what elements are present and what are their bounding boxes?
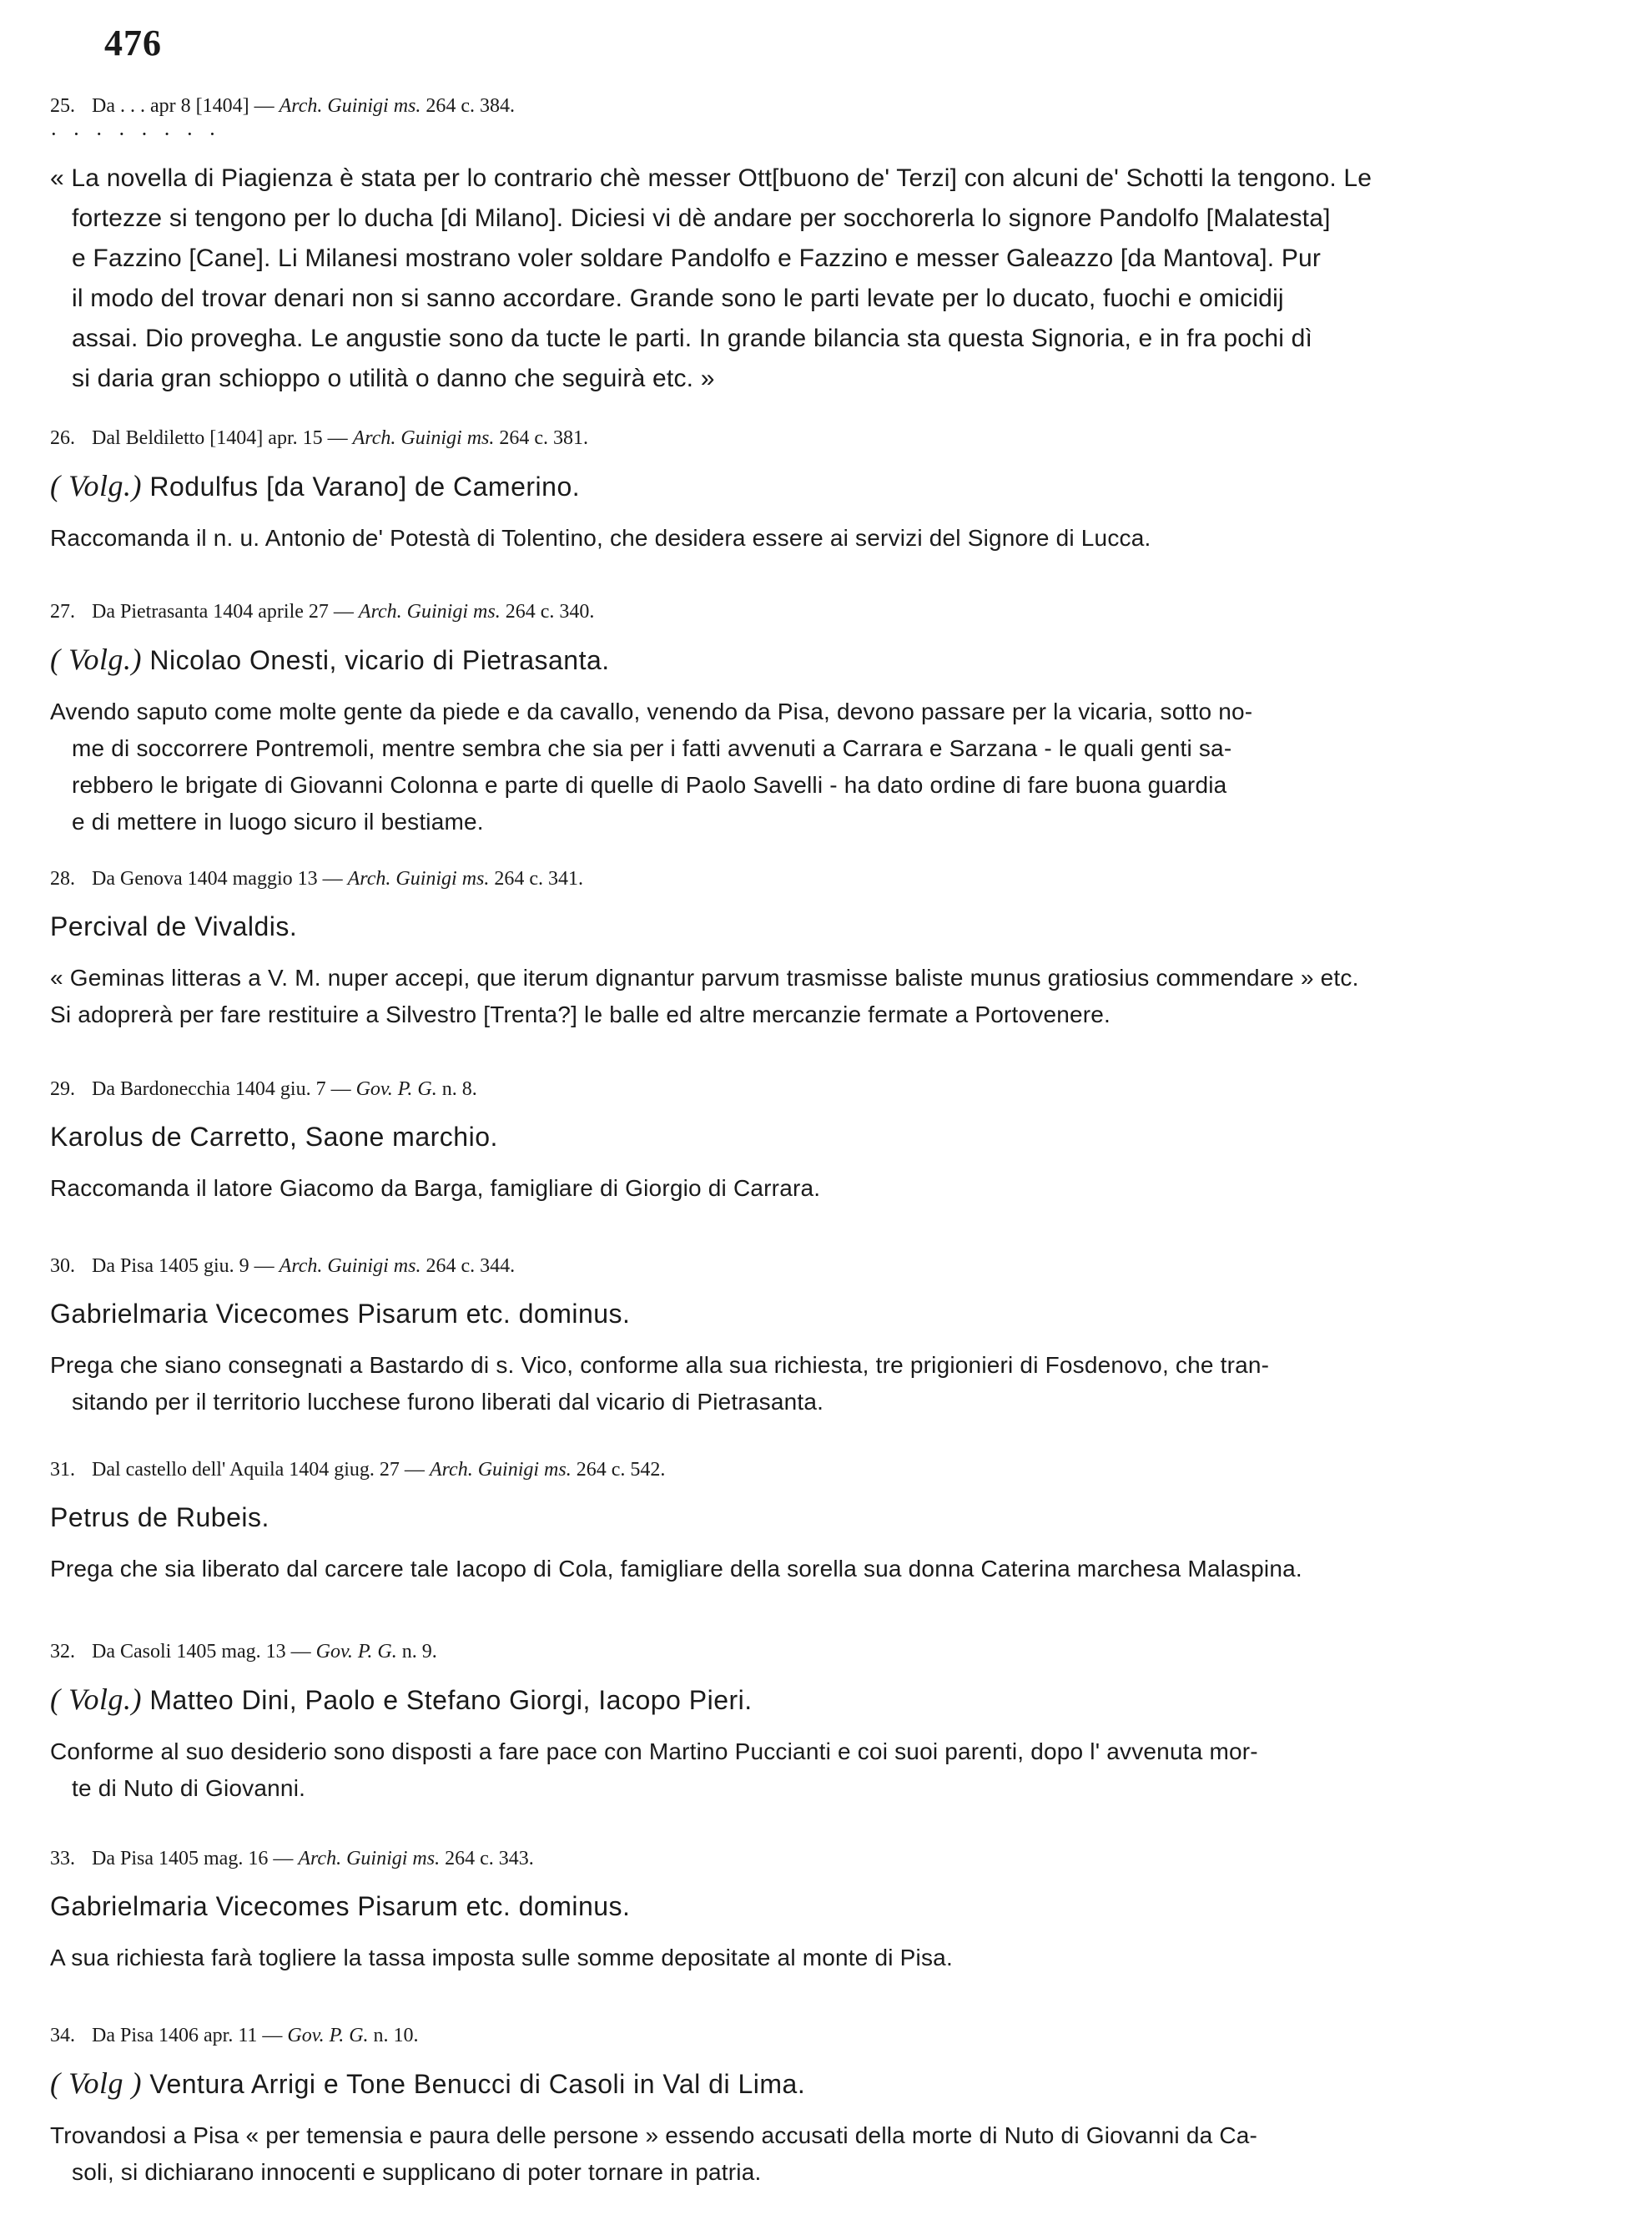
entry-ref: 264 c. 343. — [445, 1848, 534, 1869]
body-line: Raccomanda il n. u. Antonio de' Potestà di Tolentino, che desidera essere ai servizi del Signore di Lucca. — [50, 525, 1151, 551]
entry-ref: 264 c. 340. — [505, 601, 595, 623]
entry-place-date: Dal Beldiletto [1404] apr. 15 — — [92, 427, 348, 449]
sender-name: Matteo Dini, Paolo e Stefano Giorgi, Iacopo Pieri. — [149, 1685, 753, 1715]
letter-entry-32 — [50, 1639, 1602, 1807]
body-line: Raccomanda il latore Giacomo da Barga, famigliare di Giorgio di Carrara. — [50, 1175, 821, 1201]
entry-body — [50, 2117, 1602, 2191]
entry-archive: Arch. Guinigi ms. — [279, 95, 421, 117]
entry-sender — [50, 1683, 1602, 1717]
entry-header — [50, 2023, 1602, 2048]
entry-sender — [50, 469, 1602, 503]
entry-header — [50, 426, 1602, 451]
entry-place-date: Da Bardonecchia 1404 giu. 7 — — [92, 1078, 351, 1100]
entry-body — [50, 1940, 1602, 1976]
sender-name: Petrus de Rubeis. — [50, 1502, 269, 1532]
entry-sender — [50, 1297, 1602, 1330]
entry-sender — [50, 2066, 1602, 2101]
letter-entry-30 — [50, 1254, 1602, 1420]
body-line: Conforme al suo desiderio sono disposti a fare pace con Martino Pucciantі e coi suoi parenti, dopo l' avvenuta mor- — [50, 1738, 1258, 1764]
body-line: « Geminas litteras a V. M. nuper accepi, que iterum dignantur parvum trasmisse baliste munus gratiosius commendare » etc. — [50, 965, 1359, 991]
letter-entry-28 — [50, 866, 1602, 1033]
entry-archive: Gov. P. G. — [287, 2025, 369, 2046]
body-line: fortezze si tengono per lo ducha [di Milano]. Diciesi vi dè andare per socchorerla lo signore Pandolfo [Malatesta] — [72, 204, 1331, 232]
entry-place-date: Da Pietrasanta 1404 aprile 27 — — [92, 601, 354, 623]
entry-ref: n. 8. — [441, 1078, 477, 1100]
entry-sender — [50, 1501, 1602, 1534]
entry-ref: 264 c. 542. — [576, 1459, 666, 1481]
entry-archive: Arch. Guinigi ms. — [429, 1459, 572, 1481]
entry-archive: Gov. P. G. — [315, 1641, 397, 1662]
body-line: si daria gran schioppo o utilità o danno che seguirà etc. » — [72, 365, 715, 392]
entry-archive: Arch. Guinigi ms. — [358, 601, 501, 623]
entry-body — [50, 1170, 1602, 1207]
entry-header — [50, 1457, 1602, 1482]
entry-body — [50, 1733, 1602, 1807]
entry-archive: Arch. Guinigi ms. — [352, 427, 495, 449]
body-line: « La novella di Piagienza è stata per lo contrario chè messer Ott[buono de' Terzi] con alcuni de' Schotti la tengono. Le — [50, 164, 1372, 192]
entry-ref: 264 c. 381. — [499, 427, 589, 449]
sender-name: Percival de Vivaldis. — [50, 911, 298, 941]
letter-entry-33 — [50, 1846, 1602, 1976]
entry-archive: Arch. Guinigi ms. — [279, 1255, 421, 1277]
body-line: assai. Dio proveghа. Le angustie sono da tucte le parti. In grande bilancia sta questa Signoria, e in fra pochi dì — [72, 325, 1313, 352]
entry-ref: 264 c. 341. — [494, 868, 584, 890]
body-line: Prega che sia liberato dal carcere tale Iacopo di Cola, famigliare della sorella sua donna Caterina marchesa Malaspina. — [50, 1556, 1302, 1582]
entry-header — [50, 599, 1602, 624]
body-line: Si adoprerà per fare restituire a Silvestro [Trenta?] le balle ed altre mercanzie fermate a Portovenere. — [50, 1002, 1111, 1027]
body-line: rebbero le brigate di Giovanni Colonna e parte di quelle di Paolo Savelli - ha dato ordine di fare buona guardia — [72, 772, 1227, 798]
volgarizzamento-mark: ( Volg.) — [50, 1683, 142, 1716]
entry-place-date: Da Pisa 1406 apr. 11 — — [92, 2025, 283, 2046]
entry-place-date: Da . . . apr 8 [1404] — — [92, 95, 274, 117]
entry-number: 30. — [50, 1255, 75, 1277]
entry-archive: Gov. P. G. — [355, 1078, 437, 1100]
body-line: sitando per il territorio lucchese furono liberati dal vicario di Pietrasanta. — [72, 1389, 824, 1415]
entry-number: 28. — [50, 868, 75, 890]
entry-ref: n. 10. — [373, 2025, 419, 2046]
entry-number: 27. — [50, 601, 75, 623]
letter-entry-29 — [50, 1077, 1602, 1207]
entry-number: 32. — [50, 1641, 75, 1662]
letter-entry-31 — [50, 1457, 1602, 1587]
entry-place-date: Dal castello dell' Aquila 1404 giug. 27 — — [92, 1459, 425, 1481]
entry-ref: 264 c. 384. — [426, 95, 516, 117]
entry-number: 31. — [50, 1459, 75, 1481]
body-line: il modo del trovar denari non si sanno accordare. Grande sono le parti levate per lo ducato, fuochi e omicidij — [72, 285, 1284, 312]
sender-name: Ventura Arrigi e Tone Benucci di Casoli in Val di Lima. — [149, 2069, 806, 2099]
letter-entry-27 — [50, 599, 1602, 840]
entry-archive: Arch. Guinigi ms. — [347, 868, 490, 890]
entry-header — [50, 866, 1602, 891]
entry-header — [50, 1639, 1602, 1664]
entry-body — [50, 960, 1602, 1033]
entry-header — [50, 1846, 1602, 1871]
entry-body — [50, 694, 1602, 840]
entry-place-date: Da Genova 1404 maggio 13 — — [92, 868, 343, 890]
entry-number: 33. — [50, 1848, 75, 1869]
entry-archive: Arch. Guinigi ms. — [298, 1848, 441, 1869]
body-line: Trovandosi a Pisa « per temensia e paura delle persone » essendo accusati della morte di Nuto di Giovanni da Ca- — [50, 2122, 1258, 2148]
body-line: soli, si dichiarano innocenti e supplicano di poter tornare in patria. — [72, 2159, 762, 2185]
entry-body — [50, 520, 1602, 557]
sender-name: Karolus de Carretto, Saone marchio. — [50, 1122, 498, 1152]
body-line: me di soccorrere Pontremoli, mentre sembra che sia per i fatti avvenuti a Carrara e Sarzana - le quali genti sa- — [72, 735, 1232, 761]
body-line: te di Nuto di Giovanni. — [72, 1775, 306, 1801]
entry-sender — [50, 910, 1602, 943]
entry-number: 29. — [50, 1078, 75, 1100]
entry-sender — [50, 1120, 1602, 1153]
entry-header — [50, 93, 1602, 119]
sender-name: Rodulfus [da Varano] de Camerino. — [149, 472, 581, 502]
volgarizzamento-mark: ( Volg.) — [50, 469, 142, 502]
body-line: Avendo saputo come molte gente da piede e da cavallo, venendo da Pisa, devono passare per la vicaria, sotto no- — [50, 699, 1253, 724]
body-line: e di mettere in luogo sicuro il bestiame. — [72, 809, 484, 835]
entry-header — [50, 1077, 1602, 1102]
entry-ref: n. 9. — [401, 1641, 437, 1662]
page-number: 476 — [104, 23, 162, 63]
ellipsis-marker: · · · · · · · · — [50, 122, 221, 146]
entry-header — [50, 1254, 1602, 1279]
letter-entry-26 — [50, 426, 1602, 557]
letter-entry-34 — [50, 2023, 1602, 2191]
entry-number: 26. — [50, 427, 75, 449]
sender-name: Gabrielmaria Vicecomes Pisarum etc. dominus. — [50, 1891, 631, 1921]
letter-entry-25 — [50, 93, 1602, 399]
entry-body — [50, 1347, 1602, 1420]
body-line: e Fazzino [Cane]. Li Milanesi mostrano voler soldare Pandolfo e Fazzino e messer Galeazzo [da Mantova]. Pur — [72, 245, 1322, 272]
entry-place-date: Da Pisa 1405 giu. 9 — — [92, 1255, 274, 1277]
body-line: Prega che siano consegnati a Bastardo di s. Vico, conforme alla sua richiesta, tre prigionieri di Fosdenovo, che tran- — [50, 1352, 1270, 1378]
entry-ref: 264 c. 344. — [426, 1255, 516, 1277]
sender-name: Nicolao Onesti, vicario di Pietrasanta. — [149, 645, 610, 675]
volgarizzamento-mark: ( Volg.) — [50, 643, 142, 676]
entry-sender — [50, 1890, 1602, 1923]
entry-number: 34. — [50, 2025, 75, 2046]
entry-place-date: Da Pisa 1405 mag. 16 — — [92, 1848, 294, 1869]
entry-body — [50, 1551, 1602, 1587]
entry-place-date: Da Casoli 1405 mag. 13 — — [92, 1641, 311, 1662]
entry-number: 25. — [50, 95, 75, 117]
entry-body — [50, 159, 1602, 399]
volgarizzamento-mark: ( Volg ) — [50, 2066, 142, 2100]
body-line: A sua richiesta farà togliere la tassa imposta sulle somme depositate al monte di Pisa. — [50, 1945, 953, 1970]
entry-sender — [50, 643, 1602, 677]
sender-name: Gabrielmaria Vicecomes Pisarum etc. dominus. — [50, 1299, 631, 1329]
